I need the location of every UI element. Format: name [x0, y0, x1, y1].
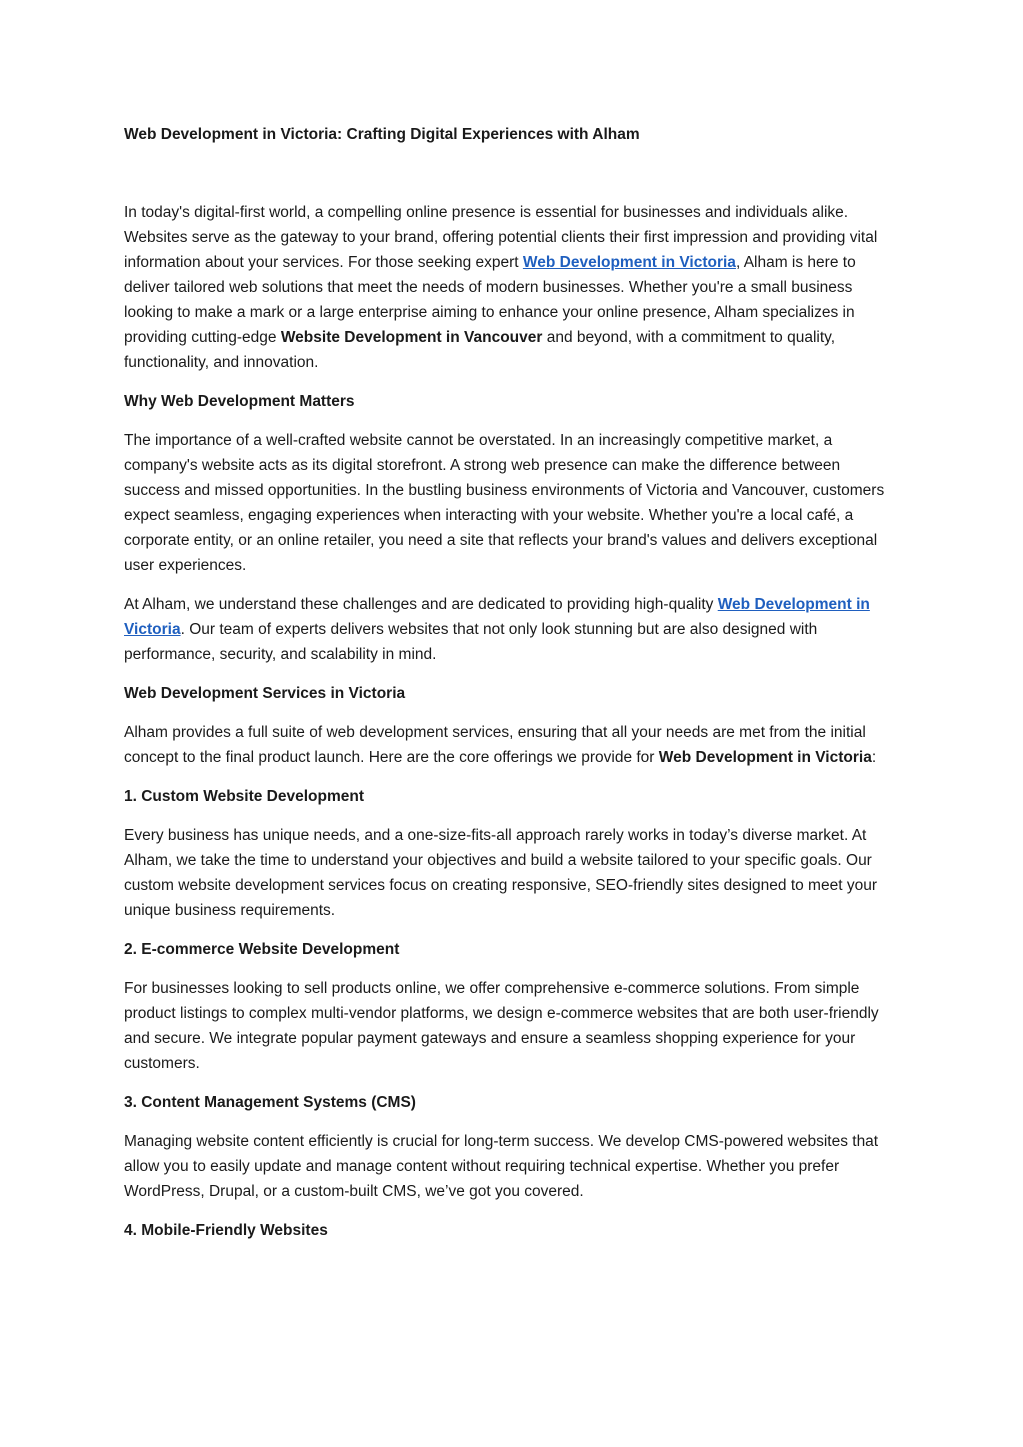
- why-paragraph-1: The importance of a well-crafted website cannot be overstated. In an increasingly competitive market, a company's website acts as its digital storefront. A strong web presence can make the difference between success and missed opportunities. In the bustling business environments of Victoria and Vancouver, customers expect seamless, engaging experiences when interacting with your website. Whether you're a local café, a corporate entity, or an online retailer, you need a site that reflects your brand's values and delivers exceptional user experiences.: [124, 432, 885, 574]
- item-heading-custom: 1. Custom Website Development: [124, 788, 365, 805]
- why-paragraph-2: [124, 592, 894, 667]
- page-title: Web Development in Victoria: Crafting Digital Experiences with Alham: [124, 126, 640, 143]
- services-text-2: :: [871, 749, 877, 766]
- intro-bold-vancouver: Website Development in Vancouver: [280, 329, 543, 346]
- web-development-victoria-link-2[interactable]: Web Development in Victoria: [124, 596, 870, 638]
- item-heading-mobile: 4. Mobile-Friendly Websites: [124, 1222, 328, 1239]
- item-heading-ecommerce: 2. E-commerce Website Development: [124, 941, 400, 958]
- intro-text-2: , Alham is here to deliver tailored web solutions that meet the needs of modern businesses. Whether you're a small business looking to make a mark or a large enterprise aiming to enhance your online presence, Alham specializes in providing cutting-edge: [124, 254, 856, 346]
- services-text-1: Alham provides a full suite of web development services, ensuring that all your needs are met from the initial concept to the final product launch. Here are the core offerings we provide for: [124, 724, 866, 766]
- item-text-ecommerce: For businesses looking to sell products online, we offer comprehensive e-commerce solutions. From simple product listings to complex multi-vendor platforms, we design e-commerce websites that are both user-friendly and secure. We integrate popular payment gateways and ensure a seamless shopping experience for your customers.: [124, 980, 879, 1072]
- item-text-custom: Every business has unique needs, and a one-size-fits-all approach rarely works in today’s diverse market. At Alham, we take the time to understand your objectives and build a website tailored to your specific goals. Our custom website development services focus on creating responsive, SEO-friendly sites designed to meet your unique business requirements.: [124, 827, 877, 919]
- intro-text-3: and beyond, with a commitment to quality, functionality, and innovation.: [124, 329, 836, 371]
- item-heading-cms: 3. Content Management Systems (CMS): [124, 1094, 416, 1111]
- services-heading: Web Development Services in Victoria: [124, 685, 406, 702]
- services-bold: Web Development in Victoria: [658, 749, 872, 766]
- services-paragraph: [124, 720, 894, 770]
- why-heading: Why Web Development Matters: [124, 393, 355, 410]
- document-page: [124, 122, 894, 1243]
- web-development-victoria-link[interactable]: Web Development in Victoria: [522, 254, 736, 271]
- item-text-cms: Managing website content efficiently is crucial for long-term success. We develop CMS-powered websites that allow you to easily update and manage content without requiring technical expertise. Whether you prefer WordPress, Drupal, or a custom-built CMS, we’ve got you covered.: [124, 1133, 879, 1200]
- why-p2-text-2: . Our team of experts delivers websites that not only look stunning but are also designed with performance, security, and scalability in mind.: [124, 621, 818, 663]
- why-p2-text-1: At Alham, we understand these challenges and are dedicated to providing high-quality: [124, 596, 718, 613]
- intro-paragraph: [124, 200, 894, 375]
- intro-text-1: In today's digital-first world, a compelling online presence is essential for businesses and individuals alike. Websites serve as the gateway to your brand, offering potential clients their first impression and providing vital information about your services. For those seeking expert: [124, 204, 878, 271]
